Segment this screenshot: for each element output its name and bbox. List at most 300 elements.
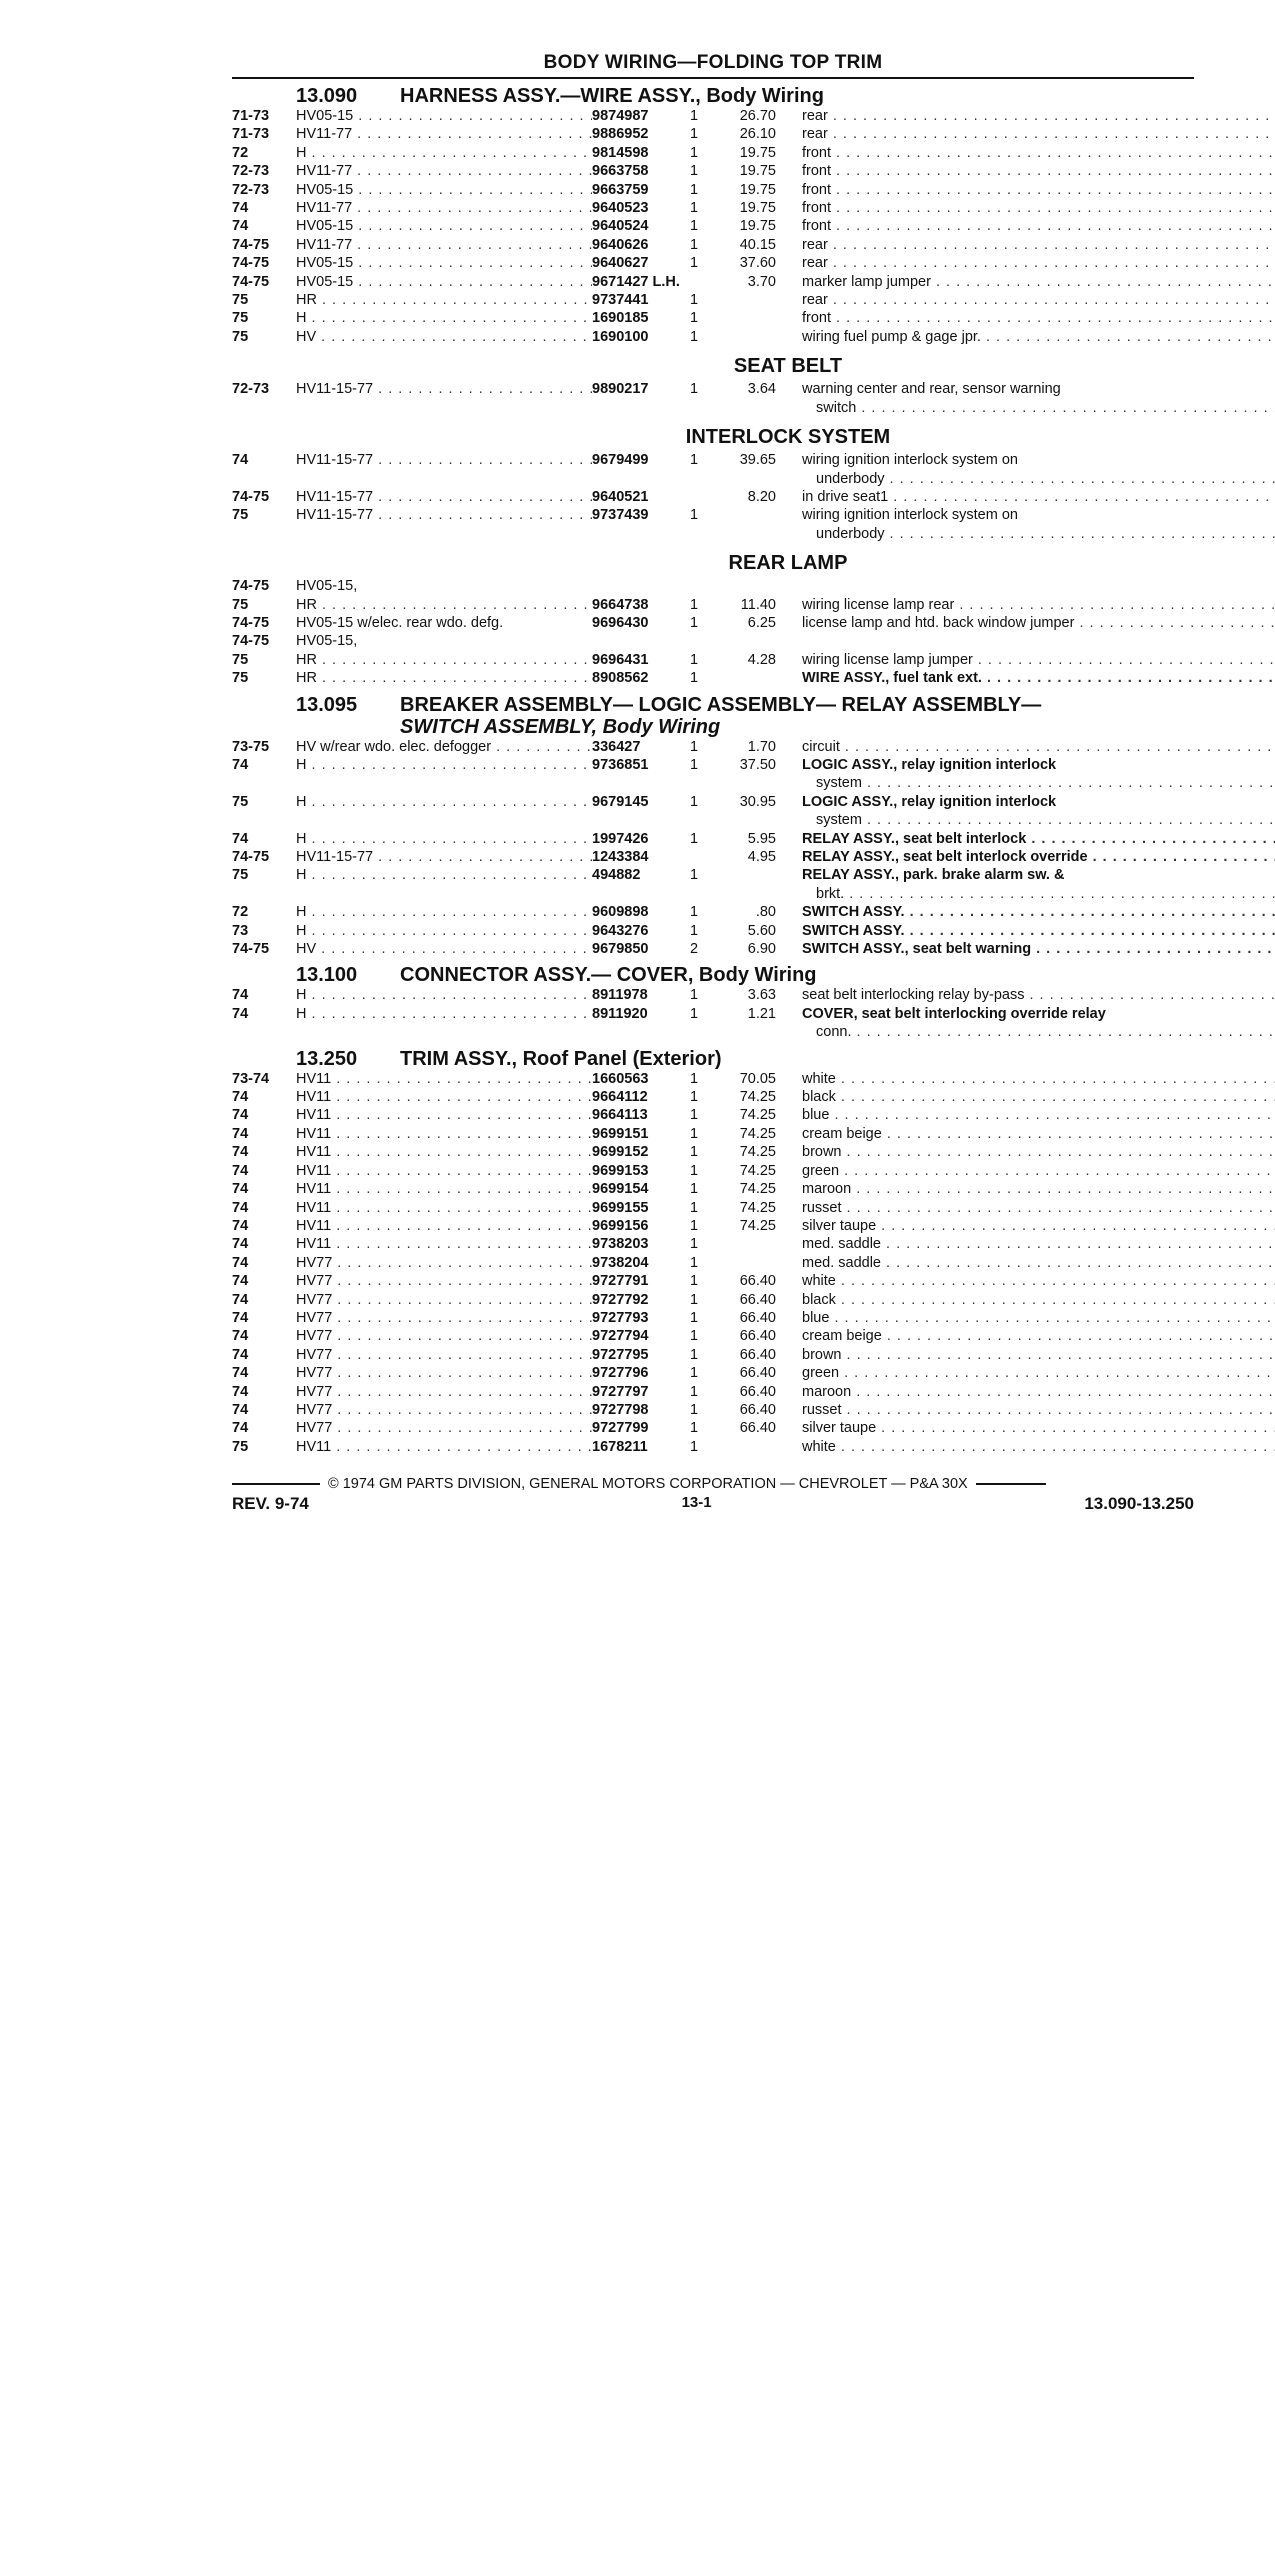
description-line: blue . . . — [802, 1106, 1275, 1124]
list-price: 19.75 — [739, 218, 776, 235]
part-description — [782, 380, 1275, 417]
part-number: 9886952 — [592, 126, 649, 143]
parts-row — [232, 793, 1194, 830]
parts-row — [232, 903, 1194, 921]
model-year: 74 — [232, 1107, 249, 1124]
model-year: 74 — [232, 200, 249, 217]
quantity: 1 — [690, 793, 699, 810]
model-code: HV11 . . . — [296, 1070, 592, 1088]
parts-row — [232, 236, 1194, 254]
description-line: in drive seat1 . . . — [802, 488, 1275, 506]
description-line: underbody . . . — [802, 525, 1275, 543]
parts-row — [232, 632, 1194, 650]
quantity: 1 — [690, 126, 699, 143]
part-description — [782, 1235, 1275, 1253]
part-description — [782, 181, 1275, 199]
description-line: LOGIC ASSY., relay ignition interlock — [802, 793, 1057, 810]
description-line: RELAY ASSY., seat belt interlock . . . — [802, 830, 1275, 848]
part-description — [782, 614, 1275, 632]
section-heading — [232, 694, 1194, 738]
model-code: HV05-15 . . . — [296, 254, 592, 272]
model-year: 74 — [232, 1291, 249, 1308]
part-description — [782, 506, 1275, 543]
list-price: 66.40 — [739, 1365, 776, 1382]
model-code: H . . . — [296, 144, 592, 162]
quantity: 1 — [690, 1309, 699, 1326]
part-description — [782, 488, 1275, 506]
model-code: HV11 . . . — [296, 1235, 592, 1253]
parts-list — [232, 107, 1194, 346]
list-price: 66.40 — [739, 1346, 776, 1363]
model-year: 72-73 — [232, 163, 270, 180]
part-description — [782, 125, 1275, 143]
parts-list — [232, 1070, 1194, 1457]
part-number: 8911978 — [592, 987, 648, 1004]
parts-row — [232, 848, 1194, 866]
model-year: 75 — [232, 867, 249, 884]
description-line: rear . . . — [802, 107, 1275, 125]
model-code: HV . . . — [296, 940, 592, 958]
part-number: 9640626 — [592, 236, 649, 253]
parts-row — [232, 181, 1194, 199]
quantity: 1 — [690, 1438, 699, 1455]
model-code: HV05-15 w/elec. rear wdo. defg. — [296, 614, 504, 631]
part-number: 9727793 — [592, 1309, 649, 1326]
part-description — [782, 451, 1275, 488]
model-code: HV11 . . . — [296, 1217, 592, 1235]
model-year: 74-75 — [232, 488, 270, 505]
description-line: front . . . — [802, 217, 1275, 235]
quantity: 1 — [690, 1144, 699, 1161]
description-line: russet . . . — [802, 1401, 1275, 1419]
description-line: white . . . — [802, 1272, 1275, 1290]
part-number: 9664738 — [592, 596, 649, 613]
model-code: HV05-15 . . . — [296, 181, 592, 199]
part-description — [782, 199, 1275, 217]
list-price: 40.15 — [739, 236, 776, 253]
section-number: 13.090 — [296, 85, 358, 107]
part-number: 1690100 — [592, 328, 649, 345]
parts-row — [232, 1235, 1194, 1253]
model-code: HR . . . — [296, 669, 592, 687]
list-price: 74.25 — [739, 1181, 776, 1198]
description-line: marker lamp jumper . . . — [802, 273, 1275, 291]
footer-copyright: © 1974 GM PARTS DIVISION, GENERAL MOTORS CORPORATION — CHEVROLET — P&A 30X — [328, 1476, 968, 1493]
list-price: 66.40 — [739, 1401, 776, 1418]
quantity: 1 — [690, 1291, 699, 1308]
model-code: HV77 . . . — [296, 1419, 592, 1437]
subsection-heading: INTERLOCK SYSTEM — [685, 426, 891, 449]
part-description — [782, 756, 1275, 793]
model-year: 74 — [232, 1420, 249, 1437]
model-code: HV05-15 . . . — [296, 273, 592, 291]
model-code: HV77 . . . — [296, 1309, 592, 1327]
part-number: 9679850 — [592, 941, 649, 958]
quantity: 1 — [690, 1181, 699, 1198]
part-description — [782, 1254, 1275, 1272]
part-number: 1678211 — [592, 1438, 648, 1455]
model-code: HV11-77 . . . — [296, 199, 592, 217]
part-description — [782, 738, 1275, 756]
parts-row — [232, 651, 1194, 669]
description-line: wiring license lamp rear . . . — [802, 596, 1275, 614]
model-code: HV77 . . . — [296, 1272, 592, 1290]
quantity: 1 — [690, 830, 699, 847]
parts-row — [232, 1143, 1194, 1161]
quantity: 1 — [690, 292, 699, 309]
model-code: H . . . — [296, 986, 592, 1004]
quantity: 1 — [690, 1346, 699, 1363]
list-price: 19.75 — [739, 144, 776, 161]
quantity: 1 — [690, 236, 699, 253]
part-number: 9814598 — [592, 144, 649, 161]
parts-row — [232, 291, 1194, 309]
part-number: 9640524 — [592, 218, 649, 235]
model-code: H . . . — [296, 309, 592, 327]
part-description — [782, 162, 1275, 180]
quantity: 1 — [690, 163, 699, 180]
parts-row — [232, 1438, 1194, 1456]
model-year: 74 — [232, 1125, 249, 1142]
part-description — [782, 1346, 1275, 1364]
parts-row — [232, 866, 1194, 903]
footer-rule-left — [232, 1483, 320, 1485]
quantity: 1 — [690, 922, 699, 939]
model-code: HV77 . . . — [296, 1327, 592, 1345]
model-code: HV77 . . . — [296, 1291, 592, 1309]
list-price: 74.25 — [739, 1217, 776, 1234]
footer-revision: REV. 9-74 — [232, 1494, 309, 1514]
model-year: 74 — [232, 1089, 249, 1106]
part-description — [782, 1106, 1275, 1124]
quantity: 1 — [690, 181, 699, 198]
quantity: 1 — [690, 1199, 699, 1216]
list-price: 1.70 — [747, 738, 776, 755]
list-price: 66.40 — [739, 1309, 776, 1326]
section-title-line: CONNECTOR ASSY.— COVER, Body Wiring — [400, 964, 817, 987]
description-line: conn. . . . — [802, 1023, 1275, 1041]
part-description — [782, 1125, 1275, 1143]
quantity: 1 — [690, 738, 699, 755]
part-number: 9664113 — [592, 1107, 648, 1124]
part-description — [782, 940, 1275, 958]
part-number: 9696430 — [592, 614, 649, 631]
part-number: 9727797 — [592, 1383, 649, 1400]
list-price: 5.95 — [747, 830, 776, 847]
model-code: HV11-77 . . . — [296, 236, 592, 254]
description-line: med. saddle . . . — [802, 1235, 1275, 1253]
parts-list — [232, 380, 1194, 417]
parts-row — [232, 1162, 1194, 1180]
model-year: 75 — [232, 328, 249, 345]
model-year: 74-75 — [232, 614, 270, 631]
description-line: rear . . . — [802, 291, 1275, 309]
parts-row — [232, 1070, 1194, 1088]
model-code: H . . . — [296, 793, 592, 811]
part-number: 9738203 — [592, 1236, 649, 1253]
model-code: HV11-15-77 . . . — [296, 506, 592, 524]
model-code: HV05-15, — [296, 578, 358, 595]
model-code: H . . . — [296, 756, 592, 774]
part-description — [782, 1217, 1275, 1235]
list-price: 66.40 — [739, 1291, 776, 1308]
model-year: 74 — [232, 1273, 249, 1290]
description-line: circuit . . . — [802, 738, 1275, 756]
list-price: 39.65 — [739, 452, 776, 469]
footer-rule-right — [976, 1483, 1046, 1485]
page-header: BODY WIRING—FOLDING TOP TRIM — [232, 52, 1194, 79]
model-year: 72-73 — [232, 381, 270, 398]
part-number: 9738204 — [592, 1254, 649, 1271]
list-price: 70.05 — [739, 1070, 776, 1087]
model-code: HV11 . . . — [296, 1438, 592, 1456]
list-price: 66.40 — [739, 1273, 776, 1290]
description-line: russet . . . — [802, 1199, 1275, 1217]
part-description — [782, 830, 1275, 848]
parts-row — [232, 1106, 1194, 1124]
part-number: 9874987 — [592, 108, 649, 124]
model-year: 74 — [232, 1328, 249, 1345]
quantity: 1 — [690, 1162, 699, 1179]
description-line: front . . . — [802, 309, 1275, 327]
parts-row — [232, 1272, 1194, 1290]
part-number: 9663758 — [592, 163, 649, 180]
model-year: 74-75 — [232, 633, 270, 650]
parts-row — [232, 328, 1194, 346]
part-description — [782, 1162, 1275, 1180]
parts-row — [232, 273, 1194, 291]
list-price: 19.75 — [739, 163, 776, 180]
model-year: 75 — [232, 292, 249, 309]
description-line: WIRE ASSY., fuel tank ext. . . . — [802, 669, 1275, 687]
list-price: 3.63 — [747, 987, 776, 1004]
parts-row — [232, 614, 1194, 632]
quantity: 1 — [690, 1070, 699, 1087]
part-number: 9727794 — [592, 1328, 649, 1345]
part-number: 1690185 — [592, 310, 649, 327]
part-description — [782, 1005, 1275, 1042]
quantity: 1 — [690, 904, 699, 921]
parts-row — [232, 1327, 1194, 1345]
model-year: 74 — [232, 1401, 249, 1418]
model-year: 75 — [232, 651, 249, 668]
description-line: front . . . — [802, 181, 1275, 199]
part-number: 9699155 — [592, 1199, 649, 1216]
parts-row — [232, 1180, 1194, 1198]
list-price: 74.25 — [739, 1162, 776, 1179]
parts-row — [232, 309, 1194, 327]
model-year: 75 — [232, 1438, 249, 1455]
model-code: HV77 . . . — [296, 1364, 592, 1382]
parts-row — [232, 1254, 1194, 1272]
model-year: 74 — [232, 1346, 249, 1363]
quantity: 1 — [690, 651, 699, 668]
model-year: 74 — [232, 1365, 249, 1382]
description-line: seat belt interlocking relay by-pass . . . — [802, 986, 1275, 1004]
model-year: 74 — [232, 218, 249, 235]
list-price: 19.75 — [739, 181, 776, 198]
part-description — [782, 1291, 1275, 1309]
part-description — [782, 1383, 1275, 1401]
part-number: 9890217 — [592, 381, 649, 398]
model-code: HR . . . — [296, 651, 592, 669]
part-number: 9737439 — [592, 507, 649, 524]
part-number: 1660563 — [592, 1070, 649, 1087]
description-line: brown . . . — [802, 1143, 1275, 1161]
model-year: 74 — [232, 1005, 249, 1022]
list-price: 30.95 — [739, 793, 776, 810]
catalog-page — [232, 52, 1194, 1514]
footer-copyright-line — [232, 1476, 1194, 1492]
part-number: 8908562 — [592, 670, 649, 687]
part-description — [782, 1419, 1275, 1437]
quantity: 1 — [690, 596, 699, 613]
part-number: 1243384 — [592, 849, 649, 865]
quantity: 1 — [690, 507, 699, 524]
model-year: 73-75 — [232, 738, 270, 755]
parts-row — [232, 162, 1194, 180]
model-year: 74 — [232, 987, 249, 1004]
model-year: 72 — [232, 904, 249, 921]
model-year: 73-74 — [232, 1070, 270, 1087]
part-description — [782, 848, 1275, 866]
list-price: 74.25 — [739, 1199, 776, 1216]
part-description — [782, 1180, 1275, 1198]
model-code: HV77 . . . — [296, 1383, 592, 1401]
section-title — [400, 694, 1194, 738]
part-number: 9727799 — [592, 1420, 649, 1437]
list-price: 8.20 — [747, 488, 776, 505]
quantity: 1 — [690, 310, 699, 327]
model-year: 75 — [232, 310, 249, 327]
description-line: LOGIC ASSY., relay ignition interlock — [802, 756, 1057, 773]
section-title-line: BREAKER ASSEMBLY— LOGIC ASSEMBLY— RELAY ASSEMBLY— — [400, 693, 1042, 716]
part-number: 9640627 — [592, 255, 649, 272]
model-year: 74-75 — [232, 849, 270, 865]
model-year: 74 — [232, 830, 249, 847]
list-price: 74.25 — [739, 1144, 776, 1161]
quantity: 1 — [690, 144, 699, 161]
description-line: license lamp and htd. back window jumper . . . — [802, 614, 1275, 632]
quantity: 1 — [690, 1328, 699, 1345]
part-description — [782, 107, 1275, 125]
model-year: 71-73 — [232, 126, 270, 143]
model-year: 74 — [232, 756, 249, 773]
part-description — [782, 217, 1275, 235]
part-description — [782, 144, 1275, 162]
parts-row — [232, 669, 1194, 687]
list-price: 66.40 — [739, 1383, 776, 1400]
model-year: 71-73 — [232, 108, 270, 124]
description-line: rear . . . — [802, 236, 1275, 254]
description-line: system . . . — [802, 811, 1275, 829]
parts-row — [232, 144, 1194, 162]
part-description — [782, 866, 1275, 903]
parts-row — [232, 922, 1194, 940]
section-number: 13.095 — [296, 693, 358, 716]
model-code: HV11-77 . . . — [296, 162, 592, 180]
quantity: 1 — [690, 1401, 699, 1418]
parts-list — [232, 738, 1194, 959]
model-code: HV . . . — [296, 328, 592, 346]
description-line: brkt. . . . — [802, 885, 1275, 903]
quantity: 1 — [690, 255, 699, 272]
description-line: green . . . — [802, 1364, 1275, 1382]
list-price: 4.28 — [747, 651, 776, 668]
subsection-heading: SEAT BELT — [733, 355, 843, 378]
part-number: 494882 — [592, 867, 641, 884]
description-line: RELAY ASSY., seat belt interlock override . . . — [802, 848, 1275, 866]
description-line: warning center and rear, sensor warning — [802, 381, 1061, 398]
part-description — [782, 1088, 1275, 1106]
model-year: 75 — [232, 507, 249, 524]
section-title-line: TRIM ASSY., Roof Panel (Exterior) — [400, 1047, 722, 1070]
model-code: H . . . — [296, 922, 592, 940]
subsection-heading: REAR LAMP — [728, 552, 848, 575]
description-line: brown . . . — [802, 1346, 1275, 1364]
parts-list — [232, 451, 1194, 543]
model-code: HV11-15-77 . . . — [296, 848, 592, 866]
model-year: 74 — [232, 1144, 249, 1161]
section-heading — [232, 1048, 1194, 1070]
parts-row — [232, 577, 1194, 595]
section-title-line: HARNESS ASSY.—WIRE ASSY., Body Wiring — [400, 85, 824, 107]
part-description — [782, 1309, 1275, 1327]
section-title — [400, 1048, 1194, 1070]
part-number: 9640521 — [592, 488, 649, 505]
model-year: 75 — [232, 670, 249, 687]
model-code: HV11 . . . — [296, 1180, 592, 1198]
list-price: 26.70 — [739, 108, 776, 124]
list-price: 74.25 — [739, 1107, 776, 1124]
quantity: 1 — [690, 108, 699, 124]
quantity: 1 — [690, 200, 699, 217]
section-heading — [232, 85, 1194, 107]
part-number: 9679145 — [592, 793, 649, 810]
model-year: 74-75 — [232, 236, 270, 253]
description-line: underbody . . . — [802, 470, 1275, 488]
part-number: 9696431 — [592, 651, 649, 668]
parts-row — [232, 830, 1194, 848]
section-title-line-2: SWITCH ASSEMBLY, Body Wiring — [400, 715, 721, 738]
parts-row — [232, 1005, 1194, 1042]
description-line: SWITCH ASSY. . . . — [802, 903, 1275, 921]
description-line: front . . . — [802, 144, 1275, 162]
quantity: 1 — [690, 756, 699, 773]
parts-list — [232, 577, 1194, 687]
model-year: 74-75 — [232, 941, 270, 958]
list-price: 3.64 — [747, 381, 776, 398]
list-price: 19.75 — [739, 200, 776, 217]
description-line: green . . . — [802, 1162, 1275, 1180]
list-price: 37.60 — [739, 255, 776, 272]
part-description — [782, 596, 1275, 614]
description-line: silver taupe . . . — [802, 1217, 1275, 1235]
model-year: 74 — [232, 1162, 249, 1179]
model-code: H . . . — [296, 830, 592, 848]
quantity: 1 — [690, 1089, 699, 1106]
list-price: 5.60 — [747, 922, 776, 939]
part-number: 9727796 — [592, 1365, 649, 1382]
model-year: 74-75 — [232, 255, 270, 272]
part-description — [782, 1143, 1275, 1161]
quantity: 1 — [690, 1383, 699, 1400]
description-line: wiring ignition interlock system on — [802, 452, 1018, 469]
quantity: 2 — [690, 941, 699, 958]
part-number: 9727798 — [592, 1401, 649, 1418]
part-number: 9699154 — [592, 1181, 649, 1198]
model-code: HV05-15 . . . — [296, 107, 592, 125]
